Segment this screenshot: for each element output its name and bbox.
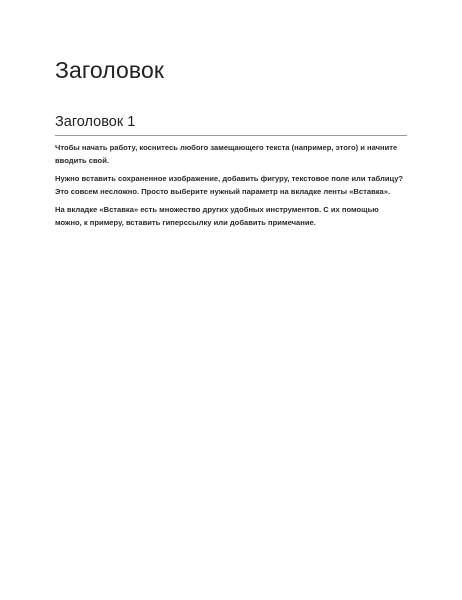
- body-paragraph-2[interactable]: Нужно вставить сохраненное изображение, добавить фигуру, текстовое поле или таблицу? Это совсем несложно. Просто выберите нужный параметр на вкладке ленты «Вставка».: [55, 174, 404, 196]
- heading-1[interactable]: Заголовок 1: [55, 112, 407, 136]
- body-paragraph-1[interactable]: Чтобы начать работу, коснитесь любого замещающего текста (например, этого) и начните вводить свой.: [55, 143, 398, 165]
- document-title[interactable]: Заголовок: [55, 57, 165, 83]
- body-paragraph-3[interactable]: На вкладке «Вставка» есть множество других удобных инструментов. С их помощью можно, к примеру, вставить гиперссылку или добавить примечание.: [55, 205, 379, 227]
- document-body[interactable]: [55, 52, 407, 230]
